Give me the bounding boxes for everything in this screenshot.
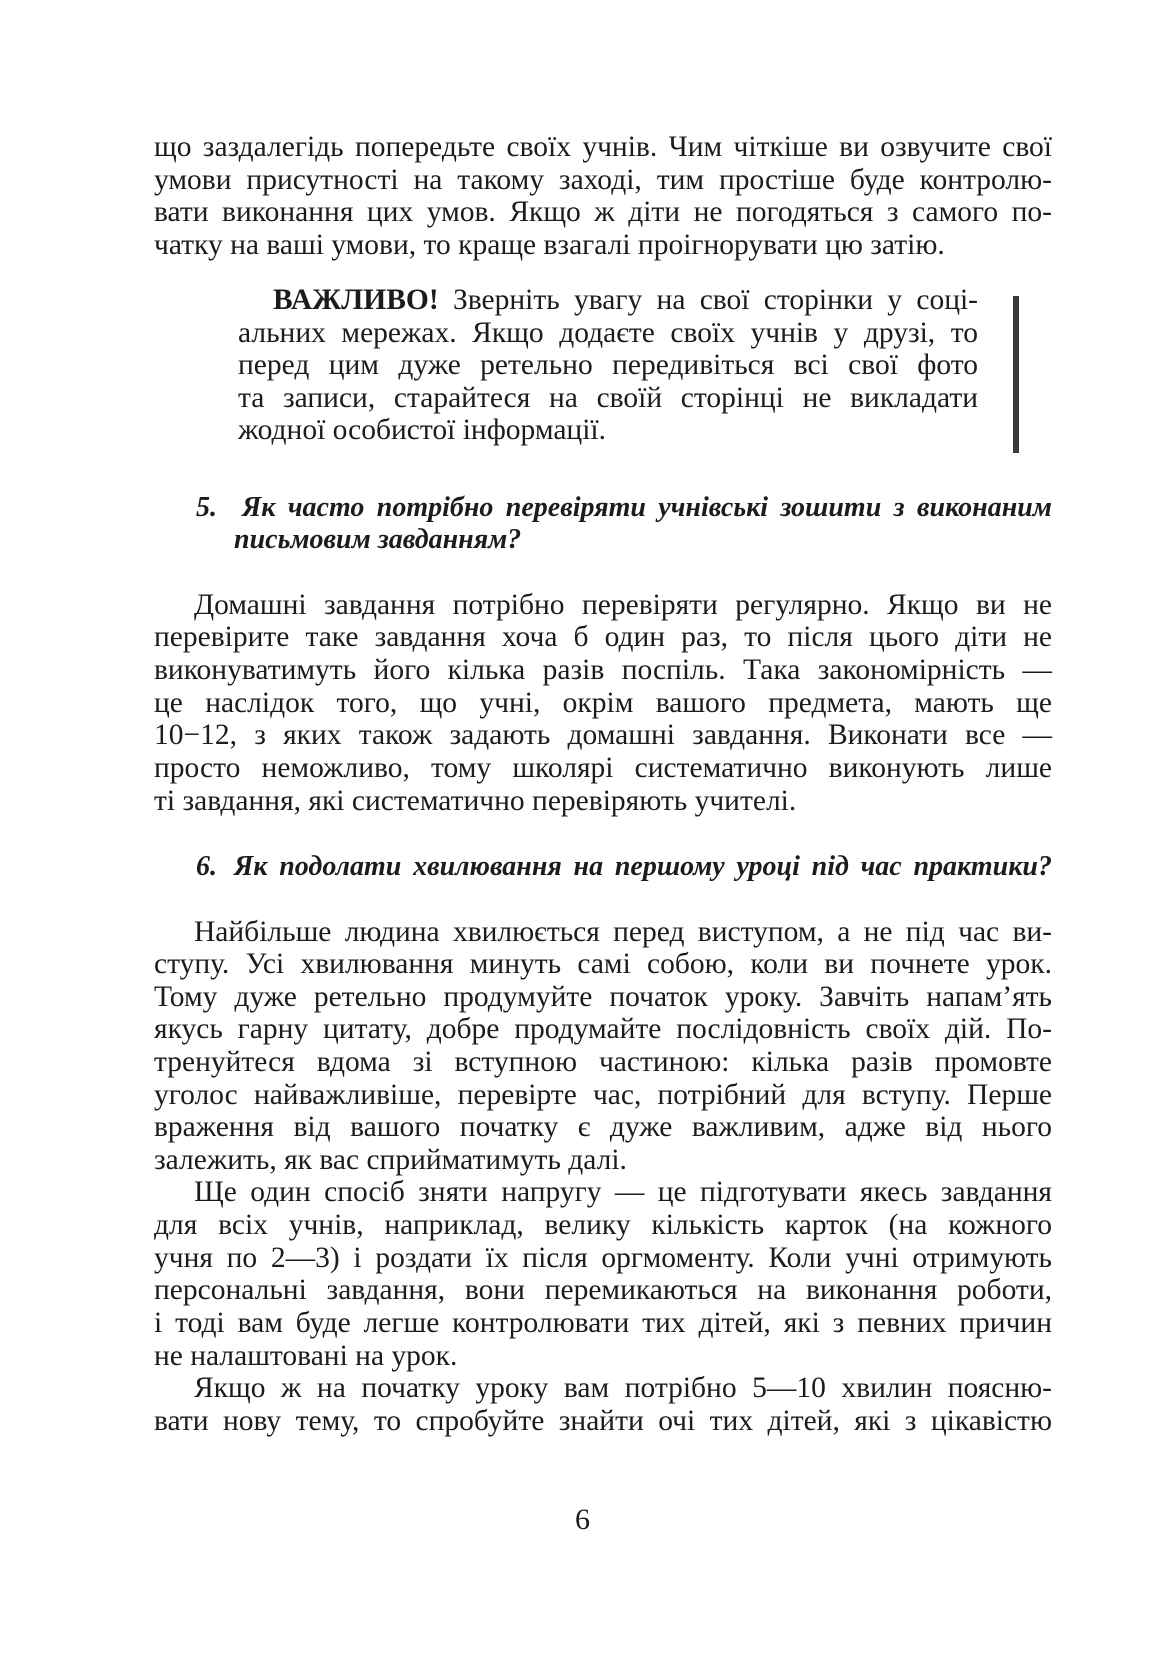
answer-6-p2-line-1: Ще один спосіб зняти напругу — це підготувати якесь завдання bbox=[194, 1176, 1052, 1208]
answer-5-line-1: Домашні завдання потрібно перевіряти регулярно. Якщо ви не bbox=[194, 589, 1052, 621]
answer-5-line-6: просто неможливо, тому школярі систематично виконують лише bbox=[154, 752, 1052, 784]
answer-5-line-2: перевірите таке завдання хоча б один раз, то після цього діти не bbox=[154, 621, 1052, 653]
answer-6-p2-line-5: і тоді вам буде легше контролювати тих дітей, які з певних причин bbox=[154, 1307, 1052, 1339]
answer-6-p1-line-8: залежить, як вас сприйматимуть далі. bbox=[154, 1144, 627, 1176]
question-6-text: Як подолати хвилювання на першому уроці під час практики? bbox=[234, 851, 1052, 882]
question-6-number: 6. bbox=[196, 851, 217, 882]
note-first-line bbox=[273, 284, 978, 316]
note-side-bar bbox=[1013, 296, 1019, 453]
answer-5-line-4: це наслідок того, що учні, окрім вашого предмета, мають ще bbox=[154, 687, 1052, 719]
answer-6-p1-line-6: уголос найважливіше, перевірте час, потрібний для вступу. Перше bbox=[154, 1079, 1052, 1111]
question-5-number: 5. bbox=[196, 492, 217, 523]
question-5-line-2: письмовим завданням? bbox=[234, 524, 522, 555]
question-5-line-1: Як часто потрібно перевіряти учнівські зошити з виконаним bbox=[242, 492, 1052, 523]
answer-5-line-7: ті завдання, які систематично перевіряють учителі. bbox=[154, 785, 797, 817]
answer-6-p2-line-6: не налаштовані на урок. bbox=[154, 1340, 458, 1372]
answer-6-p2-line-3: учня по 2—3) і роздати їх після оргмоменту. Коли учні отримують bbox=[154, 1242, 1052, 1274]
note-line-4: та записи, старайтеся на своїй сторінці не викладати bbox=[238, 382, 978, 414]
answer-6-p3-line-1: Якщо ж на початку уроку вам потрібно 5—10 хвилин поясню- bbox=[194, 1372, 1052, 1404]
answer-5-line-3: виконуватимуть його кілька разів поспіль. Така закономірність — bbox=[154, 654, 1052, 686]
answer-6-p3-line-2: вати нову тему, то спробуйте знайти очі тих дітей, які з цікавістю bbox=[154, 1405, 1052, 1437]
intro-line-4: чатку на ваші умови, то краще взагалі проігнорувати цю затію. bbox=[154, 229, 945, 261]
answer-6-p2-line-4: персональні завдання, вони перемикаються на виконання роботи, bbox=[154, 1274, 1052, 1306]
intro-line-2: умови присутності на такому заході, тим простіше буде контролю- bbox=[154, 164, 1052, 196]
intro-line-3: вати виконання цих умов. Якщо ж діти не погодяться з самого по- bbox=[154, 196, 1052, 228]
answer-6-p1-line-3: Тому дуже ретельно продумуйте початок уроку. Завчіть напам’ять bbox=[154, 981, 1052, 1013]
intro-line-1: що заздалегідь попередьте своїх учнів. Чим чіткіше ви озвучите свої bbox=[154, 131, 1052, 163]
answer-6-p1-line-4: якусь гарну цитату, добре продумайте послідовність своїх дій. По- bbox=[154, 1013, 1052, 1045]
answer-6-p1-line-1: Найбільше людина хвилюється перед виступом, а не під час ви- bbox=[194, 916, 1052, 948]
answer-6-p1-line-7: враження від вашого початку є дуже важливим, адже від нього bbox=[154, 1111, 1052, 1143]
note-line-3: перед цим дуже ретельно передивіться всі свої фото bbox=[238, 349, 978, 381]
note-line-2: альних мережах. Якщо додаєте своїх учнів у друзі, то bbox=[238, 317, 978, 349]
answer-5-line-5: 10−12, з яких також задають домашні завдання. Виконати все — bbox=[154, 719, 1052, 751]
page-number: 6 bbox=[575, 1503, 590, 1536]
note-line-5: жодної особистої інформації. bbox=[238, 414, 606, 446]
note-label: ВАЖЛИВО! bbox=[273, 284, 439, 316]
note-first-rest: Зверніть увагу на свої сторінки у соці- bbox=[438, 284, 978, 316]
answer-6-p2-line-2: для всіх учнів, наприклад, велику кількість карток (на кожного bbox=[154, 1209, 1052, 1241]
answer-6-p1-line-2: ступу. Усі хвилювання минуть самі собою, коли ви почнете урок. bbox=[154, 948, 1052, 980]
answer-6-p1-line-5: тренуйтеся вдома зі вступною частиною: кілька разів промовте bbox=[154, 1046, 1052, 1078]
